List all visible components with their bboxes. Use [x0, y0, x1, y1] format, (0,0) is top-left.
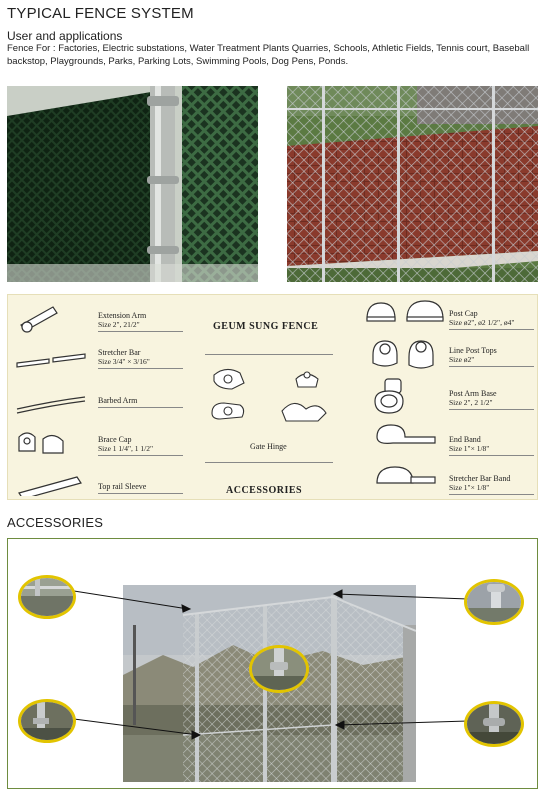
fitting-illustrations-left: [13, 301, 93, 496]
callout-bottom-left: [18, 699, 76, 743]
fitting-illustrations-right: [363, 297, 447, 497]
divider: [449, 329, 534, 330]
divider: [98, 331, 183, 332]
stretcher-bar-label: Stretcher Bar: [98, 348, 141, 357]
stretcher-bar-band-label: Stretcher Bar Band: [449, 474, 511, 483]
barbed-arm-label: Barbed Arm: [98, 396, 138, 405]
post-arm-base-label: Post Arm Base: [449, 389, 497, 398]
end-band-size: Size 1"× 1/8": [449, 444, 490, 453]
line-post-tops-label: Line Post Tops: [449, 346, 497, 355]
extension-arm-size: Size 2", 21/2": [98, 320, 140, 329]
divider: [98, 493, 183, 494]
line-post-tops-size: Size ø2": [449, 355, 475, 364]
divider: [98, 368, 183, 369]
section-subtitle: User and applications: [7, 29, 123, 43]
divider: [205, 354, 333, 355]
green-fence-photo: [7, 86, 258, 282]
gate-hinge-label: Gate Hinge: [250, 442, 287, 451]
applications-description: Fence For : Factories, Electric substations, Water Treatment Plants Quarries, Schools, Athletic Fields, Tennis court, Baseball backstop, Playgrounds, Parks, Parking Lots, Swimming Pools, Dog Pens, Ponds.: [7, 43, 530, 67]
brand-name: GEUM SUNG FENCE: [213, 321, 319, 332]
accessories-section-title: ACCESSORIES: [7, 515, 104, 530]
fittings-catalog: [7, 294, 538, 500]
divider: [98, 407, 183, 408]
callout-bottom-right: [464, 701, 524, 747]
divider: [205, 462, 333, 463]
stretcher-bar-size: Size 3/4" × 3/16": [98, 357, 150, 366]
end-band-label: End Band: [449, 435, 481, 444]
top-rail-sleeve-label: Top rail Sleeve: [98, 482, 147, 491]
post-arm-base-size: Size 2", 2 1/2": [449, 398, 493, 407]
divider: [98, 455, 183, 456]
page-title: TYPICAL FENCE SYSTEM: [7, 5, 194, 22]
divider: [449, 455, 534, 456]
brace-cap-label: Brace Cap: [98, 435, 132, 444]
brick-wall-fence-photo: [287, 86, 538, 282]
callout-center: [249, 645, 309, 693]
divider: [449, 409, 534, 410]
divider: [449, 494, 534, 495]
callout-top-right: [464, 579, 524, 625]
post-cap-label: Post Cap: [449, 309, 478, 318]
accessories-photo-panel: [7, 538, 538, 789]
stretcher-bar-band-size: Size 1"× 1/8": [449, 483, 490, 492]
callout-top-left: [18, 575, 76, 619]
brace-cap-size: Size 1 1/4", 1 1/2": [98, 444, 154, 453]
accessories-heading: ACCESSORIES: [226, 485, 303, 496]
divider: [449, 366, 534, 367]
post-cap-size: Size ø2", ø2 1/2", ø4": [449, 318, 515, 327]
extension-arm-label: Extension Arm: [98, 311, 147, 320]
gate-hinge-illustration: [206, 363, 334, 429]
